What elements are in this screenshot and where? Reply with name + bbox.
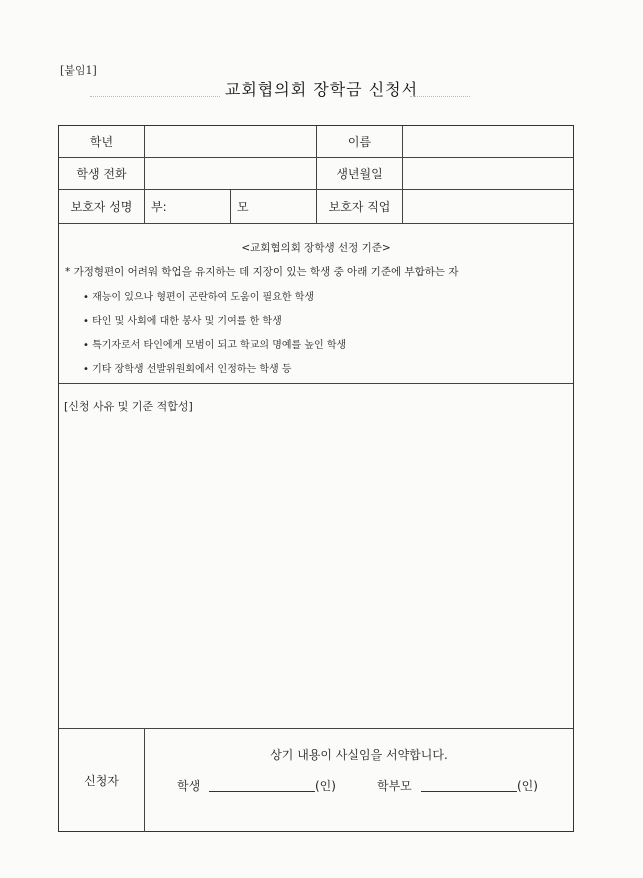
applicant-label: 신청자 (59, 728, 145, 832)
reason-textarea[interactable] (59, 414, 573, 724)
birthdate-label: 생년월일 (317, 158, 403, 190)
grade-input[interactable] (145, 126, 317, 158)
application-form (58, 125, 574, 832)
guardian-job-input[interactable] (403, 190, 573, 224)
criteria-intro: * 가정형편이 어려워 학업을 유지하는 데 지장이 있는 학생 중 아래 기준에 부합하는 자 (65, 266, 459, 278)
guardian-job-label: 보호자 직업 (317, 190, 403, 224)
student-phone-label: 학생 전화 (59, 158, 145, 190)
criteria-item: • 기타 장학생 선발위원회에서 인정하는 학생 등 (83, 364, 292, 375)
criteria-heading: <교회협의회 장학생 선정 기준> (241, 242, 391, 254)
birthdate-input[interactable] (403, 158, 573, 190)
selection-criteria (59, 224, 573, 384)
student-sign-label: 학생 (177, 779, 201, 793)
student-seal: (인) (315, 779, 336, 793)
guardian-name-label: 보호자 성명 (59, 190, 145, 224)
parent-sign-label: 학부모 (377, 779, 412, 793)
decorative-dots-right (410, 96, 470, 98)
student-phone-input[interactable] (145, 158, 317, 190)
parent-seal: (인) (517, 779, 538, 793)
criteria-item: • 재능이 있으나 형편이 곤란하여 도움이 필요한 학생 (83, 292, 315, 303)
reason-label: [신청 사유 및 기준 적합성] (64, 400, 193, 413)
attachment-label: [붙임1] (60, 64, 97, 77)
grade-label: 학년 (59, 126, 145, 158)
criteria-item: • 타인 및 사회에 대한 봉사 및 기여를 한 학생 (83, 316, 282, 327)
form-title: 교회협의회 장학금 신청서 (224, 80, 419, 99)
criteria-item: • 특기자로서 타인에게 모범이 되고 학교의 명예를 높인 학생 (83, 340, 347, 351)
parent-sign-line[interactable] (421, 791, 517, 792)
mother-name-input[interactable]: 모 (231, 190, 317, 224)
father-name-input[interactable]: 부: (145, 190, 231, 224)
student-sign-line[interactable] (209, 791, 315, 792)
pledge-text: 상기 내용이 사실임을 서약합니다. (270, 748, 448, 762)
name-label: 이름 (317, 126, 403, 158)
name-input[interactable] (403, 126, 573, 158)
